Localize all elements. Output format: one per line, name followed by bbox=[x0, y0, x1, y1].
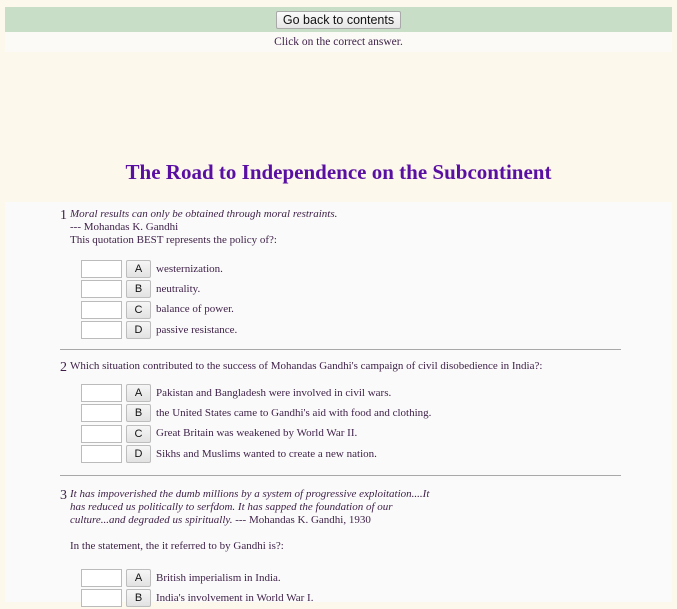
answer-feedback-box bbox=[81, 321, 122, 339]
question-quote: Moral results can only be obtained through moral restraints. bbox=[70, 208, 338, 220]
question-number: 2 bbox=[60, 360, 67, 375]
answer-text: neutrality. bbox=[156, 282, 201, 295]
answer-options bbox=[81, 568, 620, 609]
answer-c-button[interactable]: C bbox=[126, 425, 151, 443]
question-quote-line: It has impoverished the dumb millions by a system of progressive exploitation....It bbox=[70, 488, 430, 500]
answer-option bbox=[81, 568, 620, 588]
answer-c-button[interactable]: C bbox=[126, 301, 151, 319]
answer-option bbox=[81, 588, 620, 608]
answer-text: the United States came to Gandhi's aid with food and clothing. bbox=[156, 406, 432, 419]
answer-b-button[interactable]: B bbox=[126, 589, 151, 607]
answer-text: westernization. bbox=[156, 262, 223, 275]
answer-option bbox=[81, 403, 620, 423]
answer-option bbox=[81, 444, 620, 464]
question-1 bbox=[60, 208, 620, 340]
question-attribution: --- Mohandas K. Gandhi, 1930 bbox=[232, 514, 371, 526]
top-nav-bar bbox=[5, 7, 672, 32]
answer-option bbox=[81, 383, 620, 403]
question-number: 1 bbox=[60, 208, 67, 223]
answer-text: balance of power. bbox=[156, 303, 234, 316]
question-prompt: This quotation BEST represents the policy of?: bbox=[70, 234, 277, 246]
answer-feedback-box bbox=[81, 260, 122, 278]
answer-feedback-box bbox=[81, 589, 122, 607]
question-quote-line: has reduced us politically to serfdom. It has sapped the foundation of our bbox=[70, 501, 393, 513]
question-2 bbox=[60, 360, 620, 464]
answer-b-button[interactable]: B bbox=[126, 280, 151, 298]
answer-options bbox=[81, 259, 620, 340]
answer-text: passive resistance. bbox=[156, 323, 238, 336]
answer-feedback-box bbox=[81, 280, 122, 298]
answer-text: Sikhs and Muslims wanted to create a new nation. bbox=[156, 447, 377, 460]
question-prompt: In the statement, the it referred to by Gandhi is?: bbox=[70, 540, 284, 552]
answer-d-button[interactable]: D bbox=[126, 445, 151, 463]
question-attribution: --- Mohandas K. Gandhi bbox=[70, 221, 179, 233]
go-back-to-contents-button[interactable]: Go back to contents bbox=[276, 11, 401, 29]
answer-option bbox=[81, 279, 620, 299]
answer-text: British imperialism in India. bbox=[156, 571, 281, 584]
instruction-text: Click on the correct answer. bbox=[5, 32, 672, 52]
answer-b-button[interactable]: B bbox=[126, 404, 151, 422]
question-prompt: Which situation contributed to the success of Mohandas Gandhi's campaign of civil disobedience in India?: bbox=[70, 360, 543, 372]
answer-feedback-box bbox=[81, 445, 122, 463]
answer-a-button[interactable]: A bbox=[126, 569, 151, 587]
answer-text: India's involvement in World War I. bbox=[156, 591, 314, 604]
answer-option bbox=[81, 259, 620, 279]
answer-feedback-box bbox=[81, 404, 122, 422]
answer-feedback-box bbox=[81, 301, 122, 319]
answer-option bbox=[81, 300, 620, 320]
question-divider bbox=[60, 475, 621, 476]
question-divider bbox=[60, 349, 621, 350]
answer-a-button[interactable]: A bbox=[126, 384, 151, 402]
answer-a-button[interactable]: A bbox=[126, 260, 151, 278]
question-quote-line: culture...and degraded us spiritually. bbox=[70, 514, 233, 526]
answer-options bbox=[81, 383, 620, 464]
answer-feedback-box bbox=[81, 384, 122, 402]
answer-feedback-box bbox=[81, 425, 122, 443]
answer-d-button[interactable]: D bbox=[126, 321, 151, 339]
answer-option bbox=[81, 320, 620, 340]
quiz-panel bbox=[5, 202, 672, 605]
answer-text: Great Britain was weakened by World War II. bbox=[156, 427, 358, 440]
page-title: The Road to Independence on the Subcontinent bbox=[125, 160, 552, 184]
answer-option bbox=[81, 424, 620, 444]
question-3 bbox=[60, 488, 620, 609]
answer-text: Pakistan and Bangladesh were involved in civil wars. bbox=[156, 386, 392, 399]
answer-feedback-box bbox=[81, 569, 122, 587]
question-number: 3 bbox=[60, 488, 67, 503]
